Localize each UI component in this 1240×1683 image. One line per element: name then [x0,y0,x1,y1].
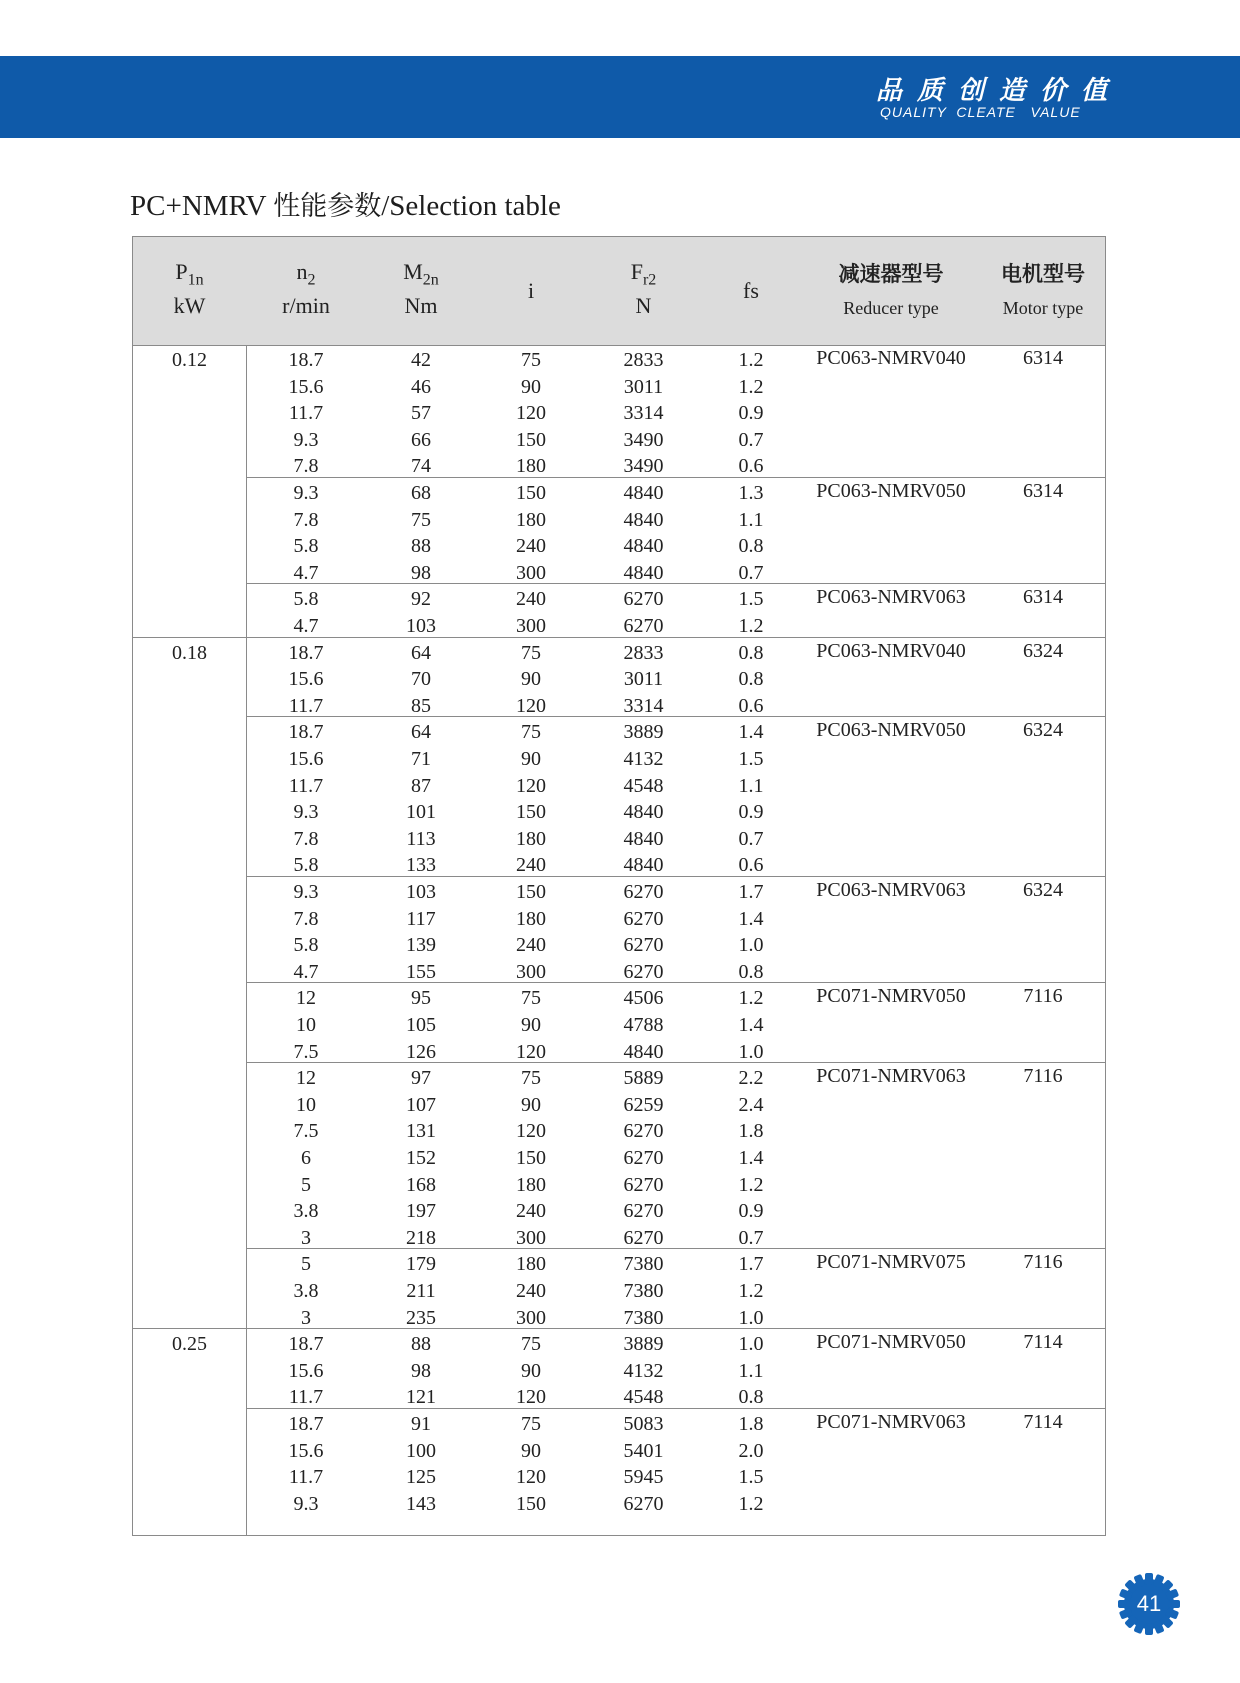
cell-speed: 11.7 [288,402,324,425]
cell-torque: 103 [406,615,436,637]
cell-speed: 3 [301,1306,311,1329]
cell-service-factor: 1.0 [738,1333,764,1356]
cell-radial-load: 6270 [623,588,664,611]
cell-speed: 3.8 [293,1280,319,1302]
cell-service-factor: 1.4 [738,1147,764,1169]
cell-torque: 87 [411,774,431,797]
cell-ratio: 120 [516,1120,546,1143]
cell-ratio: 300 [516,1306,546,1329]
cell-service-factor: 1.1 [738,1359,764,1382]
cell-ratio: 180 [516,455,546,478]
slogan-chinese: 品质创造价值 [876,76,1123,106]
cell-service-factor: 1.2 [738,349,764,371]
cell-ratio: 90 [521,1014,541,1036]
cell-ratio: 90 [521,1093,541,1116]
cell-speed: 18.7 [288,721,324,744]
cell-radial-load: 4548 [623,1386,664,1409]
cell-ratio: 120 [516,774,546,797]
cell-service-factor: 1.2 [738,1280,764,1302]
cell-ratio: 75 [521,349,541,371]
cell-radial-load: 3889 [623,721,664,744]
cell-speed: 9.3 [293,428,319,451]
cell-speed: 5 [301,1173,311,1196]
cell-torque: 42 [411,349,431,371]
cell-speed: 11.7 [288,694,324,717]
header-speed-sub: 2 [307,271,316,289]
cell-ratio: 150 [516,1147,546,1169]
cell-torque: 75 [411,508,431,531]
cell-radial-load: 7380 [623,1306,664,1329]
cell-speed: 5 [301,1253,311,1276]
cell-torque: 64 [411,721,431,744]
motor-type: 6324 [1023,719,1063,742]
motor-type: 7116 [1023,1251,1063,1274]
reducer-type: PC071-NMRV063 [816,1411,966,1433]
cell-ratio: 300 [516,561,546,584]
title-prefix: PC+NMRV [130,190,274,222]
cell-torque: 88 [411,1333,431,1356]
cell-speed: 7.8 [293,827,319,850]
cell-radial-load: 4132 [623,748,664,770]
cell-radial-load: 6270 [623,615,664,637]
cell-speed: 11.7 [288,1386,324,1409]
cell-torque: 88 [411,535,431,558]
header-torque-sub: 2n [422,271,439,289]
cell-radial-load: 3889 [623,1333,664,1356]
reducer-type: PC063-NMRV063 [816,586,966,609]
cell-torque: 70 [411,668,431,691]
cell-speed: 10 [296,1014,316,1036]
cell-radial-load: 4840 [623,801,664,824]
header-radial-load [586,255,701,323]
cell-radial-load: 3314 [623,402,664,425]
cell-speed: 7.8 [293,508,319,531]
cell-torque: 133 [406,854,436,877]
cell-service-factor: 1.5 [738,1466,764,1489]
cell-torque: 152 [406,1147,436,1169]
cell-service-factor: 2.0 [738,1439,764,1462]
cell-speed: 11.7 [288,774,324,797]
cell-radial-load: 4840 [623,854,664,877]
cell-service-factor: 1.2 [738,375,764,398]
cell-service-factor: 0.7 [738,561,764,584]
cell-torque: 101 [406,801,436,824]
cell-radial-load: 4788 [623,1014,664,1036]
header-ratio: i [527,278,535,303]
cell-speed: 15.6 [288,748,324,770]
cell-radial-load: 6270 [623,1200,664,1223]
cell-speed: 15.6 [288,668,324,691]
cell-ratio: 180 [516,827,546,850]
cell-ratio: 75 [521,1067,541,1090]
cell-ratio: 120 [516,1466,546,1489]
reducer-type: PC071-NMRV050 [816,985,966,1008]
cell-service-factor: 1.3 [738,482,764,504]
header-reducer [801,257,981,325]
cell-service-factor: 2.4 [738,1093,764,1116]
cell-ratio: 120 [516,1386,546,1409]
cell-ratio: 150 [516,1492,546,1515]
cell-service-factor: 1.5 [738,588,764,611]
cell-torque: 113 [406,827,436,850]
cell-torque: 100 [406,1439,436,1462]
cell-speed: 5.8 [293,854,319,877]
cell-speed: 6 [301,1147,311,1169]
cell-service-factor: 1.1 [738,508,764,531]
cell-torque: 57 [411,402,431,425]
cell-radial-load: 6270 [623,1226,664,1249]
cell-torque: 168 [406,1173,436,1196]
cell-torque: 66 [411,428,431,451]
cell-radial-load: 3314 [623,694,664,717]
cell-speed: 9.3 [293,1492,319,1515]
cell-radial-load: 3490 [623,428,664,451]
cell-service-factor: 0.8 [738,668,764,691]
cell-speed: 5.8 [293,934,319,957]
cell-radial-load: 4840 [623,482,664,504]
cell-torque: 155 [406,960,436,983]
cell-speed: 9.3 [293,801,319,824]
cell-torque: 103 [406,881,436,903]
cell-service-factor: 1.8 [738,1120,764,1143]
cell-ratio: 90 [521,668,541,691]
cell-ratio: 180 [516,1173,546,1196]
cell-ratio: 120 [516,1040,546,1063]
cell-radial-load: 5083 [623,1413,664,1435]
header-reducer-cn: 减速器型号 [838,262,944,286]
motor-type: 6314 [1023,480,1063,502]
cell-radial-load: 6259 [623,1093,664,1116]
cell-speed: 7.8 [293,455,319,478]
cell-speed: 11.7 [288,1466,324,1489]
reducer-type: PC071-NMRV063 [816,1065,966,1088]
cell-radial-load: 5889 [623,1067,664,1090]
cell-speed: 5.8 [293,588,319,611]
cell-torque: 143 [406,1492,436,1515]
cell-service-factor: 0.6 [738,455,764,478]
cell-speed: 7.5 [293,1120,319,1143]
cell-ratio: 75 [521,1413,541,1435]
cell-ratio: 75 [521,987,541,1010]
reducer-type: PC063-NMRV063 [816,879,966,901]
cell-speed: 3 [301,1226,311,1249]
cell-radial-load: 6270 [623,1147,664,1169]
cell-radial-load: 6270 [623,960,664,983]
cell-ratio: 240 [516,535,546,558]
cell-torque: 107 [406,1093,436,1116]
cell-torque: 197 [406,1200,436,1223]
cell-service-factor: 1.1 [738,774,764,797]
cell-torque: 211 [406,1280,436,1302]
cell-service-factor: 1.8 [738,1413,764,1435]
cell-service-factor: 0.9 [738,402,764,425]
cell-radial-load: 2833 [623,641,664,664]
cell-service-factor: 0.7 [738,1226,764,1249]
cell-service-factor: 0.9 [738,801,764,824]
cell-speed: 15.6 [288,375,324,398]
cell-torque: 85 [411,694,431,717]
cell-ratio: 90 [521,1359,541,1382]
cell-service-factor: 2.2 [738,1067,764,1090]
header-radial-symbol: F [630,259,643,284]
reducer-type: PC071-NMRV075 [816,1251,966,1274]
cell-service-factor: 1.2 [738,615,764,637]
cell-torque: 126 [406,1040,436,1063]
cell-ratio: 150 [516,482,546,504]
reducer-type: PC063-NMRV050 [816,480,966,502]
cell-torque: 71 [411,748,431,770]
motor-type: 7114 [1023,1411,1063,1433]
page-title [130,184,561,223]
cell-service-factor: 1.0 [738,1306,764,1329]
cell-ratio: 120 [516,402,546,425]
cell-torque: 91 [411,1413,431,1435]
power-value: 0.12 [172,349,207,371]
cell-torque: 121 [406,1386,436,1409]
cell-speed: 4.7 [293,561,319,584]
cell-radial-load: 6270 [623,881,664,903]
cell-service-factor: 1.5 [738,748,764,770]
header-torque-symbol: M [403,259,423,284]
cell-service-factor: 1.0 [738,934,764,957]
reducer-type: PC063-NMRV050 [816,719,966,742]
cell-ratio: 300 [516,1226,546,1249]
cell-ratio: 120 [516,694,546,717]
cell-speed: 18.7 [288,1333,324,1356]
cell-torque: 179 [406,1253,436,1276]
cell-torque: 117 [406,907,436,930]
header-radial-unit: N [635,293,652,318]
cell-torque: 97 [411,1067,431,1090]
cell-speed: 18.7 [288,641,324,664]
cell-service-factor: 1.7 [738,1253,764,1276]
header-torque-unit: Nm [404,293,438,318]
cell-torque: 95 [411,987,431,1010]
motor-type: 7116 [1023,985,1063,1008]
cell-radial-load: 6270 [623,1120,664,1143]
cell-service-factor: 0.9 [738,1200,764,1223]
cell-service-factor: 0.8 [738,1386,764,1409]
cell-speed: 9.3 [293,482,319,504]
motor-type: 7116 [1023,1065,1063,1088]
cell-ratio: 180 [516,907,546,930]
table-header [133,237,1105,346]
header-speed-symbol: n [296,259,308,284]
cell-ratio: 75 [521,1333,541,1356]
title-chinese: 性能参数 [273,191,382,222]
cell-service-factor: 0.6 [738,694,764,717]
cell-ratio: 180 [516,1253,546,1276]
cell-torque: 98 [411,561,431,584]
cell-service-factor: 1.4 [738,721,764,744]
header-speed [246,255,366,323]
power-value: 0.18 [172,641,207,664]
cell-radial-load: 3011 [623,375,664,398]
cell-ratio: 240 [516,1280,546,1302]
header-motor-en: Motor type [1002,298,1084,318]
cell-torque: 105 [406,1014,436,1036]
selection-table [132,236,1106,1536]
cell-torque: 139 [406,934,436,957]
header-speed-unit: r/min [282,293,330,318]
cell-speed: 15.6 [288,1439,324,1462]
cell-service-factor: 1.0 [738,1040,764,1063]
motor-type: 6324 [1023,639,1063,662]
cell-service-factor: 0.7 [738,827,764,850]
header-motor [981,257,1105,325]
cell-radial-load: 5945 [623,1466,664,1489]
header-reducer-en: Reducer type [843,298,939,318]
motor-type: 6314 [1023,586,1063,609]
cell-service-factor: 1.2 [738,1173,764,1196]
cell-torque: 68 [411,482,431,504]
cell-ratio: 240 [516,854,546,877]
cell-speed: 18.7 [288,349,324,371]
cell-ratio: 150 [516,881,546,903]
cell-speed: 9.3 [293,881,319,903]
motor-type: 6324 [1023,879,1063,901]
page-number: 41 [1136,1591,1162,1616]
cell-radial-load: 4840 [623,1040,664,1063]
cell-speed: 4.7 [293,615,319,637]
cell-service-factor: 0.6 [738,854,764,877]
cell-ratio: 300 [516,615,546,637]
cell-torque: 74 [411,455,431,478]
cell-torque: 92 [411,588,431,611]
cell-speed: 15.6 [288,1359,324,1382]
cell-ratio: 90 [521,1439,541,1462]
cell-service-factor: 0.8 [738,535,764,558]
motor-type: 6314 [1023,347,1063,369]
cell-radial-load: 5401 [623,1439,664,1462]
cell-radial-load: 4548 [623,774,664,797]
motor-type: 7114 [1023,1331,1063,1354]
cell-radial-load: 4840 [623,535,664,558]
header-service-factor: fs [743,278,759,303]
cell-ratio: 150 [516,428,546,451]
cell-speed: 7.8 [293,907,319,930]
cell-speed: 5.8 [293,535,319,558]
power-value: 0.25 [172,1333,207,1356]
header-motor-cn: 电机型号 [1001,262,1085,286]
cell-radial-load: 4840 [623,827,664,850]
cell-service-factor: 1.4 [738,907,764,930]
cell-service-factor: 1.4 [738,1014,764,1036]
cell-service-factor: 1.7 [738,881,764,903]
cell-radial-load: 4506 [623,987,664,1010]
cell-service-factor: 0.7 [738,428,764,451]
cell-speed: 18.7 [288,1413,324,1435]
cell-speed: 10 [296,1093,316,1116]
cell-speed: 12 [296,1067,316,1090]
cell-torque: 64 [411,641,431,664]
cell-service-factor: 1.2 [738,987,764,1010]
cell-radial-load: 2833 [623,349,664,371]
cell-radial-load: 6270 [623,1173,664,1196]
cell-torque: 218 [406,1226,436,1249]
header-radial-sub: r2 [642,271,657,289]
cell-radial-load: 7380 [623,1253,664,1276]
reducer-type: PC071-NMRV050 [816,1331,966,1354]
cell-service-factor: 0.8 [738,641,764,664]
cell-torque: 235 [406,1306,436,1329]
cell-speed: 4.7 [293,960,319,983]
cell-radial-load: 3011 [623,668,664,691]
reducer-type: PC063-NMRV040 [816,639,966,662]
header-power [133,255,246,323]
cell-speed: 7.5 [293,1040,319,1063]
header-power-sub: 1n [187,271,204,289]
cell-radial-load: 3490 [623,455,664,478]
cell-ratio: 240 [516,588,546,611]
cell-ratio: 75 [521,641,541,664]
header-torque [366,255,476,323]
cell-radial-load: 6270 [623,1492,664,1515]
cell-radial-load: 6270 [623,907,664,930]
cell-ratio: 150 [516,801,546,824]
cell-radial-load: 7380 [623,1280,664,1302]
slogan-english: QUALITY CLEATE VALUE [880,104,1081,120]
header-power-symbol: P [175,259,188,284]
cell-service-factor: 1.2 [738,1492,764,1515]
cell-ratio: 240 [516,1200,546,1223]
cell-ratio: 90 [521,748,541,770]
header-power-unit: kW [173,293,206,318]
cell-torque: 125 [406,1466,436,1489]
title-suffix: /Selection table [381,190,561,222]
cell-ratio: 75 [521,721,541,744]
cell-ratio: 180 [516,508,546,531]
cell-ratio: 90 [521,375,541,398]
cell-radial-load: 4840 [623,561,664,584]
cell-ratio: 300 [516,960,546,983]
cell-ratio: 240 [516,934,546,957]
reducer-type: PC063-NMRV040 [816,347,966,369]
cell-service-factor: 0.8 [738,960,764,983]
cell-speed: 3.8 [293,1200,319,1223]
cell-radial-load: 4840 [623,508,664,531]
cell-speed: 12 [296,987,316,1010]
cell-torque: 98 [411,1359,431,1382]
cell-radial-load: 6270 [623,934,664,957]
cell-torque: 46 [411,375,431,398]
cell-torque: 131 [406,1120,436,1143]
cell-radial-load: 4132 [623,1359,664,1382]
